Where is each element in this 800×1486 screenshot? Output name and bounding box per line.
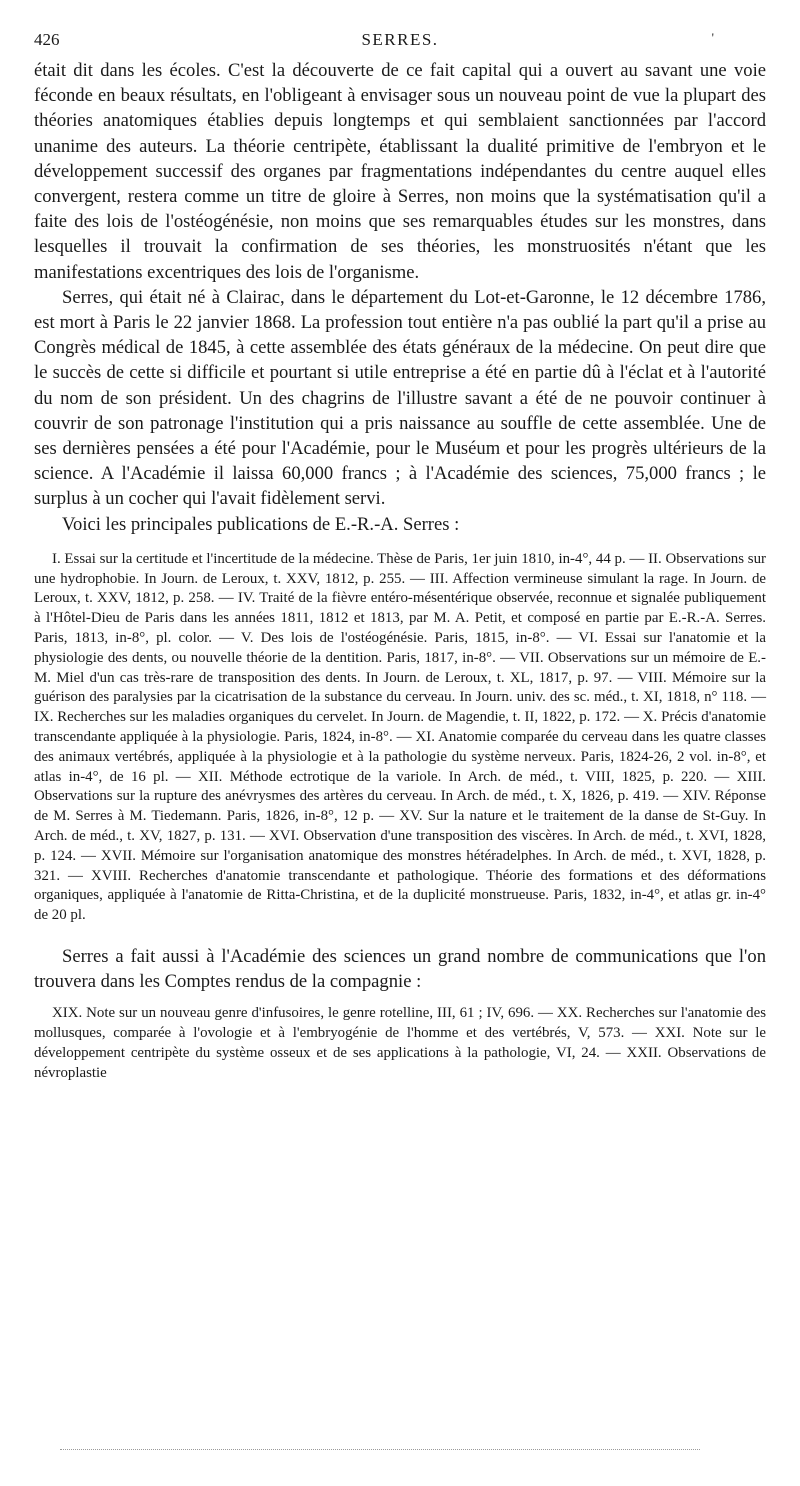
page-number: 426: [34, 30, 60, 49]
communications-list: [34, 1004, 766, 1083]
running-head: [34, 30, 766, 58]
main-text: [34, 58, 766, 537]
paragraph-publications-intro: Voici les principales publications de E.-R.-A. Serres :: [62, 513, 460, 535]
communications-intro: [34, 944, 766, 994]
communications-entries: XIX. Note sur un nouveau genre d'infusoires, le genre rotelline, III, 61 ; IV, 696. — XX. Recherches sur l'anatomie des mollusques, comparée à l'ovologie et à l'embryogénie de l'homme et des vertébrés, V, 573. — XXI. Note sur le développement centripète du système osseux et de ses applications à la pathologie, VI, 24. — XXII. Observations de névroplastie: [34, 1005, 766, 1081]
header-mark: ': [711, 30, 714, 45]
page: [34, 30, 766, 1084]
bibliography-entries: I. Essai sur la certitude et l'incertitude de la médecine. Thèse de Paris, 1er juin 1810, in-4°, 44 p. — II. Observations sur une hydrophobie. In Journ. de Leroux, t. XXV, 1812, p. 255. — III. Affection vermineuse simulant la rage. In Journ. de Leroux, t. XXV, 1812, p. 258. — IV. Traité de la fièvre entéro-mésentérique observée, reconnue et signalée publiquement à l'Hôtel-Dieu de Paris dans les années 1811, 1812 et 1813, par M. A. Petit, et composé en partie par E.-R.-A. Serres. Paris, 1813, in-8°, pl. color. — V. Des lois de l'ostéogénésie. Paris, 1815, in-8°. — VI. Essai sur l'anatomie et la physiologie des dents, ou nouvelle théorie de la dentition. Paris, 1817, in-8°. — VII. Observations sur un mémoire de E.-M. Miel d'un cas très-rare de transposition des dents. In Journ. de Leroux, t. XL, 1817, p. 97. — VIII. Mémoire sur la guérison des paralysies par la cicatrisation de la substance du cerveau. In Journ. univ. des sc. méd., t. XI, 1818, n° 118. — IX. Recherches sur les maladies organiques du cervelet. In Journ. de Magendie, t. II, 1822, p. 172. — X. Précis d'anatomie transcendante appliquée à la physiologie. Paris, 1824, in-8°. — XI. Anatomie comparée du cerveau dans les quatre classes des animaux vertébrés, appliquée à la physiologie et à la pathologie du système nerveux. Paris, 1824-26, 2 vol. in-8°, et atlas in-4°, de 16 pl. — XII. Méthode ectrotique de la variole. In Arch. de méd., t. VIII, 1825, p. 220. — XIII. Observations sur la rupture des anévrysmes des artères du cerveau. In Arch. de méd., t. X, 1826, p. 419. — XIV. Réponse de M. Serres à M. Tiedemann. Paris, 1826, in-8°, 12 p. — XV. Sur la nature et le traitement de la danse de St-Guy. In Arch. de méd., t. XV, 1827, p. 131. — XVI. Observation d'une transposition des viscères. In Arch. de méd., t. XVI, 1828, p. 124. — XVII. Mémoire sur l'organisation anatomique des monstres hétéradelphes. In Arch. de méd., t. XVI, 1828, p. 321. — XVIII. Recherches d'anatomie transcendante et pathologique. Théorie des formations et des déformations organiques, appliquée à l'anatomie de Ritta-Christina, et de la duplicité monstrueuse. Paris, 1832, in-4°, et atlas gr. in-4° de 20 pl.: [34, 550, 766, 924]
paragraph-biography: Serres, qui était né à Clairac, dans le département du Lot-et-Garonne, le 12 décembre 1786, est mort à Paris le 22 janvier 1868. La profession tout entière n'a pas oublié la part qu'il a prise au Congrès médical de 1845, à cette assemblée des états généraux de la médecine. On peut dire que le succès de cette si difficile et pourtant si utile entreprise a été en partie dû à l'éclat et à l'autorité du nom de son président. Un des chagrins de l'illustre savant a été de ne pouvoir continuer à couvrir de son patronage l'institution qui a pris naissance au souffle de cette assemblée. Une de ses dernières pensées a été pour l'Académie, pour le Muséum et pour les progrès ultérieurs de la science. A l'Académie il laissa 60,000 francs ; à l'Académie des sciences, 75,000 francs ; le surplus à un cocher qui l'avait fidèlement servi.: [34, 286, 766, 510]
paragraph-continuation: était dit dans les écoles. C'est la découverte de ce fait capital qui a ouvert au savant une voie féconde en beaux résultats, en l'obligeant à envisager sous un nouveau point de vue la plupart des théories anatomiques établies depuis longtemps et qui semblaient sanctionnées par l'accord unanime des auteurs. La théorie centripète, établissant la dualité primitive de l'embryon et le développement successif des organes par fragmentations indépendantes du centre auquel elles convergent, restera comme un titre de gloire à Serres, non moins que la systématisation qu'il a faite des lois de l'ostéogénésie, non moins que ses remarquables études sur les monstres, dans lesquelles il trouvait la confirmation de ses théories, les monstruosités n'étant que les manifestations excentriques des lois de l'organisme.: [34, 60, 766, 283]
communications-intro-text: Serres a fait aussi à l'Académie des sciences un grand nombre de communications que l'on trouvera dans les Comptes rendus de la compagnie :: [34, 946, 766, 993]
bottom-dotted-rule: [60, 1449, 700, 1450]
bibliography-list: [34, 550, 766, 926]
running-title: SERRES.: [361, 30, 439, 49]
